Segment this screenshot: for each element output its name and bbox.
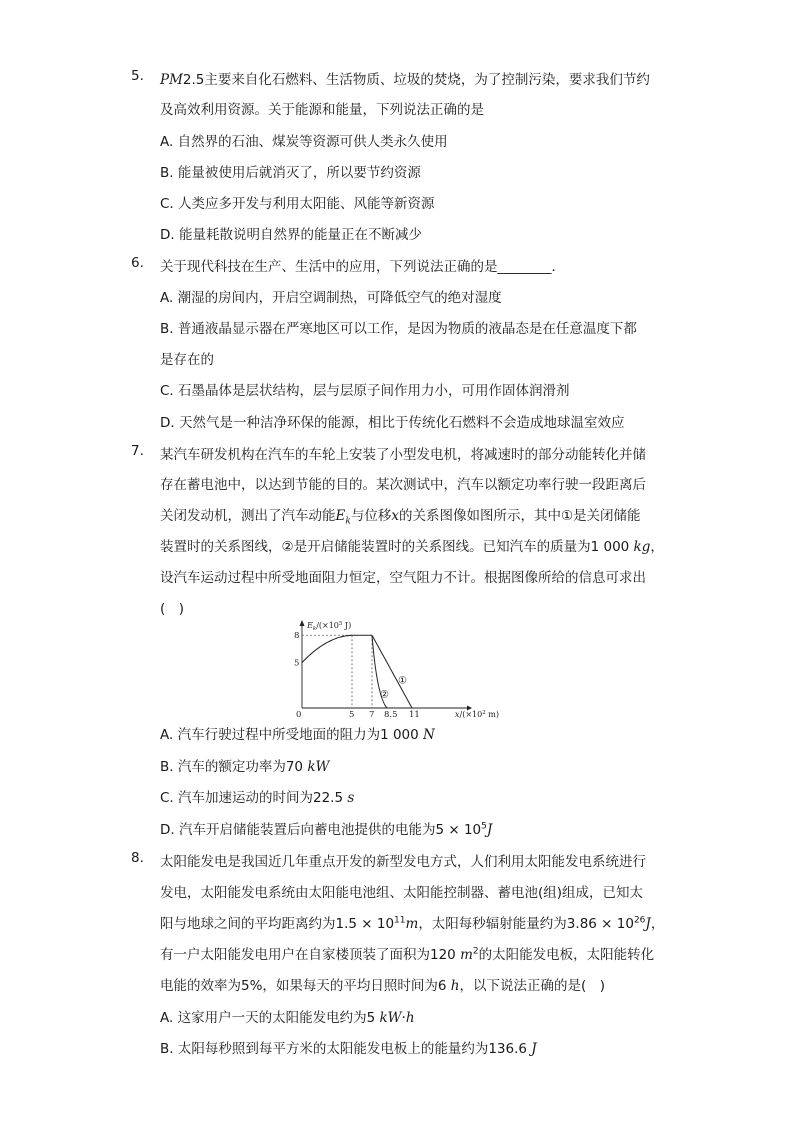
option-b[interactable]: B. 普通液晶显示器在严寒地区可以工作，是因为物质的液晶态是在任意温度下都 [160, 321, 637, 337]
question-stem-line: 装置时的关系图线，②是开启储能装置时的关系图线。已知汽车的质量为1 000 kg， [160, 539, 664, 555]
question-stem-line: 发电，太阳能发电系统由太阳能电池组、太阳能控制器、蓄电池(组)组成，已知太 [160, 885, 644, 901]
series-rising-curve [302, 635, 352, 662]
question-stem-line: 存在蓄电池中，以达到节能的目的。某次测试中，汽车以额定功率行驶一段距离后 [160, 477, 646, 493]
option-c[interactable]: C. 石墨晶体是层状结构，层与层原子间作用力小，可用作固体润滑剂 [160, 383, 570, 399]
y-axis-label: $E_k/(\times 10^5$ J) [307, 621, 352, 632]
chart-guides [302, 635, 372, 708]
question-number: 8. [131, 850, 144, 866]
question-stem-line: 某汽车研发机构在汽车的车轮上安装了小型发电机，将减速时的部分动能转化并储 [160, 447, 646, 463]
x-tick-label: 7 [369, 710, 375, 720]
x-tick-label: 11 [409, 710, 420, 720]
question-stem-line: 太阳能发电是我国近几年重点开发的新型发电方式，人们利用太阳能发电系统进行 [160, 854, 646, 870]
y-axis-arrow [300, 620, 305, 626]
question-stem-line: 关于现代科技在生产、生活中的应用，下列说法正确的是________． [160, 259, 565, 275]
x-tick-label: 5 [349, 710, 355, 720]
option-b-continued: 是存在的 [160, 352, 214, 368]
option-d[interactable]: D. 天然气是一种洁净环保的能源，相比于传统化石燃料不会造成地球温室效应 [160, 415, 625, 431]
question-stem-line: 电能的效率为5%，如果每天的平均日照时间为6 h，以下说法正确的是( ) [160, 978, 606, 994]
option-b[interactable]: B. 汽车的额定功率为70 kW [160, 759, 330, 775]
series-1-line [372, 635, 412, 708]
question-stem-line: 关闭发动机，测出了汽车动能$E_k$与位移x的关系图像如图所示，其中①是关闭储能 [160, 508, 641, 527]
option-a[interactable]: A. 自然界的石油、煤炭等资源可供人类永久使用 [160, 134, 448, 150]
x-axis-label: $x/(\times 10^2$ m) [455, 710, 499, 719]
option-d[interactable]: D. 能量耗散说明自然界的能量正在不断减少 [160, 227, 422, 243]
option-b[interactable]: B. 太阳每秒照到每平方米的太阳能发电板上的能量约为136.6 J [160, 1041, 537, 1057]
option-d[interactable]: D. 汽车开启储能装置后向蓄电池提供的电能为$5 \times 10^5J$ [160, 821, 493, 838]
option-c[interactable]: C. 汽车加速运动的时间为22.5 s [160, 790, 355, 806]
option-a[interactable]: A. 潮湿的房间内，开启空调制热，可降低空气的绝对湿度 [160, 290, 502, 306]
y-tick-label: 5 [294, 658, 300, 669]
question-stem-line: PM2.5主要来自化石燃料、生活物质、垃圾的焚烧，为了控制污染，要求我们节约 [160, 72, 650, 88]
option-b[interactable]: B. 能量被使用后就消灭了，所以要节约资源 [160, 165, 421, 181]
answer-blank: ( ) [160, 601, 185, 617]
x-tick-label: 0 [296, 710, 302, 720]
question-stem-line: 有一户太阳能发电用户在自家楼顶装了面积为120 $m^2$的太阳能发电板，太阳能转化 [160, 946, 655, 963]
y-tick-label: 8 [294, 631, 300, 642]
question-stem-line: 设汽车运动过程中所受地面阻力恒定，空气阻力不计。根据图像所给的信息可求出 [160, 570, 646, 586]
question-stem-line: 阳与地球之间的平均距离约为$1.5 \times 10^{11}m$，太阳每秒辐射能量约为$3.86 \times 10^{26}J$， [160, 915, 665, 932]
x-tick-label: 8.5 [384, 710, 398, 720]
series-2-label: ② [380, 689, 389, 701]
question-number: 6. [131, 255, 144, 271]
chart-labels [306, 621, 499, 719]
ek-x-graph [285, 618, 505, 720]
question-stem-line: 及高效利用资源。关于能源和能量，下列说法正确的是 [160, 102, 484, 118]
option-a[interactable]: A. 这家用户一天的太阳能发电约为5 kW·h [160, 1010, 415, 1026]
option-c[interactable]: C. 人类应多开发与利用太阳能、风能等新资源 [160, 196, 435, 212]
question-number: 5. [131, 68, 144, 84]
option-a[interactable]: A. 汽车行驶过程中所受地面的阻力为1 000 N [160, 727, 435, 743]
series-1-label: ① [398, 675, 407, 687]
chart-series [302, 635, 412, 708]
question-number: 7. [131, 443, 144, 459]
